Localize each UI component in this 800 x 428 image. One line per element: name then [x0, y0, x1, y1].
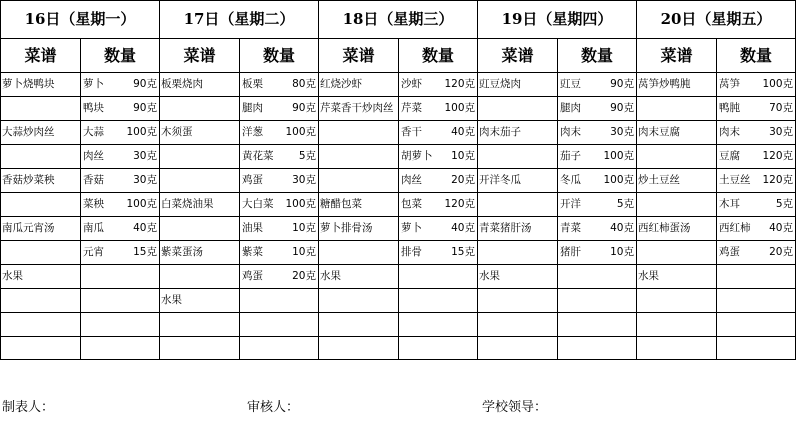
quantity-cell	[81, 241, 160, 265]
school-leader-label: 学校领导：	[482, 400, 548, 415]
dish-cell: 西红柿蛋汤	[637, 217, 717, 241]
ingredient-amount: 100克	[285, 198, 316, 210]
quantity-cell	[240, 73, 319, 97]
ingredient-amount: 90克	[610, 102, 634, 114]
ingredient-amount: 5克	[298, 150, 316, 162]
ingredient-amount: 30克	[292, 174, 316, 186]
table-row	[1, 97, 796, 121]
dish-column-header: 菜谱	[319, 39, 399, 73]
quantity-cell	[717, 73, 796, 97]
quantity-cell	[558, 121, 637, 145]
ingredient-name: 肉丝	[401, 174, 422, 186]
quantity-cell	[399, 121, 478, 145]
quantity-cell	[240, 313, 319, 337]
dish-cell: 紫菜蛋汤	[160, 241, 240, 265]
dish-cell	[478, 313, 558, 337]
ingredient-amount: 30克	[769, 126, 793, 138]
day-header-row	[1, 1, 796, 39]
ingredient-amount: 100克	[126, 198, 157, 210]
reviewer-label: 审核人：	[247, 400, 300, 415]
quantity-cell	[81, 313, 160, 337]
dish-column-header: 菜谱	[1, 39, 81, 73]
dish-cell	[478, 336, 558, 360]
ingredient-amount: 30克	[133, 150, 157, 162]
quantity-cell	[399, 97, 478, 121]
ingredient-name: 鸡蛋	[242, 174, 263, 186]
day-title: 18日（星期三）	[319, 1, 478, 39]
dish-cell: 板栗烧肉	[160, 73, 240, 97]
quantity-cell	[717, 97, 796, 121]
ingredient-name: 冬瓜	[560, 174, 581, 186]
quantity-cell	[558, 97, 637, 121]
quantity-cell	[558, 73, 637, 97]
dish-cell: 香菇炒菜秧	[1, 169, 81, 193]
ingredient-amount: 30克	[610, 126, 634, 138]
quantity-cell	[81, 217, 160, 241]
dish-cell: 莴笋炒鸭肫	[637, 73, 717, 97]
ingredient-name: 莴笋	[719, 78, 740, 90]
ingredient-amount: 90克	[292, 102, 316, 114]
quantity-cell	[81, 97, 160, 121]
dish-cell	[637, 313, 717, 337]
dish-cell: 水果	[319, 265, 399, 289]
ingredient-amount: 15克	[133, 246, 157, 258]
ingredient-name: 大蒜	[83, 126, 104, 138]
table-row	[1, 169, 796, 193]
dish-cell	[160, 336, 240, 360]
dish-cell	[160, 313, 240, 337]
ingredient-amount: 100克	[603, 150, 634, 162]
quantity-cell	[717, 289, 796, 313]
quantity-cell	[81, 73, 160, 97]
table-row	[1, 313, 796, 337]
ingredient-name: 大白菜	[242, 198, 274, 210]
quantity-cell	[240, 97, 319, 121]
table-row	[1, 217, 796, 241]
ingredient-amount: 90克	[610, 78, 634, 90]
ingredient-name: 芹菜	[401, 102, 422, 114]
dish-cell	[160, 145, 240, 169]
dish-cell	[478, 97, 558, 121]
dish-cell: 青菜猪肝汤	[478, 217, 558, 241]
ingredient-amount: 100克	[126, 126, 157, 138]
ingredient-name: 香干	[401, 126, 422, 138]
dish-cell: 水果	[478, 265, 558, 289]
ingredient-amount: 40克	[451, 222, 475, 234]
ingredient-amount: 40克	[610, 222, 634, 234]
dish-cell: 萝卜排骨汤	[319, 217, 399, 241]
quantity-cell	[558, 217, 637, 241]
day-title: 17日（星期二）	[160, 1, 319, 39]
preparer-label: 制表人：	[2, 400, 55, 415]
ingredient-name: 萝卜	[83, 78, 104, 90]
dish-cell	[478, 289, 558, 313]
dish-cell	[637, 193, 717, 217]
ingredient-amount: 15克	[451, 246, 475, 258]
day-title: 19日（星期四）	[478, 1, 637, 39]
quantity-cell	[717, 265, 796, 289]
quantity-cell	[717, 145, 796, 169]
quantity-column-header: 数量	[81, 39, 160, 73]
ingredient-name: 排骨	[401, 246, 422, 258]
quantity-cell	[399, 313, 478, 337]
ingredient-amount: 100克	[603, 174, 634, 186]
dish-cell: 大蒜炒肉丝	[1, 121, 81, 145]
ingredient-name: 元宵	[83, 246, 104, 258]
ingredient-amount: 20克	[451, 174, 475, 186]
dish-cell: 水果	[1, 265, 81, 289]
dish-cell	[1, 313, 81, 337]
ingredient-name: 肉末	[719, 126, 740, 138]
dish-cell	[478, 193, 558, 217]
ingredient-amount: 5克	[775, 198, 793, 210]
quantity-cell	[558, 313, 637, 337]
dish-cell	[637, 336, 717, 360]
ingredient-name: 包菜	[401, 198, 422, 210]
dish-cell: 炒土豆丝	[637, 169, 717, 193]
ingredient-amount: 120克	[762, 174, 793, 186]
quantity-cell	[240, 169, 319, 193]
signature-footer	[0, 393, 800, 419]
quantity-cell	[717, 336, 796, 360]
dish-cell	[160, 217, 240, 241]
dish-cell: 豇豆烧肉	[478, 73, 558, 97]
dish-cell	[319, 145, 399, 169]
quantity-cell	[717, 217, 796, 241]
table-row	[1, 265, 796, 289]
day-title: 20日（星期五）	[637, 1, 796, 39]
quantity-cell	[399, 217, 478, 241]
ingredient-name: 南瓜	[83, 222, 104, 234]
ingredient-amount: 40克	[451, 126, 475, 138]
ingredient-name: 肉末	[560, 126, 581, 138]
table-row	[1, 241, 796, 265]
quantity-cell	[717, 121, 796, 145]
quantity-column-header: 数量	[558, 39, 637, 73]
ingredient-amount: 10克	[610, 246, 634, 258]
ingredient-amount: 20克	[769, 246, 793, 258]
quantity-cell	[558, 241, 637, 265]
quantity-cell	[399, 241, 478, 265]
dish-cell: 红烧沙虾	[319, 73, 399, 97]
quantity-cell	[717, 241, 796, 265]
ingredient-amount: 120克	[444, 198, 475, 210]
dish-cell	[319, 241, 399, 265]
ingredient-name: 腿肉	[242, 102, 263, 114]
ingredient-amount: 30克	[133, 174, 157, 186]
ingredient-name: 萝卜	[401, 222, 422, 234]
quantity-column-header: 数量	[240, 39, 319, 73]
ingredient-amount: 10克	[451, 150, 475, 162]
quantity-cell	[81, 169, 160, 193]
ingredient-name: 黄花菜	[242, 150, 274, 162]
dish-cell: 开洋冬瓜	[478, 169, 558, 193]
dish-cell	[319, 169, 399, 193]
quantity-cell	[240, 289, 319, 313]
ingredient-name: 土豆丝	[719, 174, 751, 186]
ingredient-name: 青菜	[560, 222, 581, 234]
quantity-column-header: 数量	[399, 39, 478, 73]
ingredient-name: 板栗	[242, 78, 263, 90]
table-row	[1, 121, 796, 145]
dish-cell	[637, 289, 717, 313]
dish-cell	[1, 289, 81, 313]
ingredient-name: 猪肝	[560, 246, 581, 258]
quantity-cell	[81, 145, 160, 169]
dish-cell: 萝卜烧鸭块	[1, 73, 81, 97]
dish-column-header: 菜谱	[478, 39, 558, 73]
ingredient-name: 豆腐	[719, 150, 740, 162]
dish-cell	[319, 121, 399, 145]
quantity-cell	[558, 193, 637, 217]
dish-cell	[478, 241, 558, 265]
ingredient-amount: 10克	[292, 246, 316, 258]
quantity-cell	[81, 336, 160, 360]
dish-cell: 白菜烧油果	[160, 193, 240, 217]
ingredient-name: 鸡蛋	[242, 270, 263, 282]
dish-cell: 芹菜香干炒肉丝	[319, 97, 399, 121]
table-row	[1, 145, 796, 169]
ingredient-amount: 20克	[292, 270, 316, 282]
quantity-cell	[558, 265, 637, 289]
dish-cell: 水果	[637, 265, 717, 289]
ingredient-amount: 100克	[762, 78, 793, 90]
dish-cell: 南瓜元宵汤	[1, 217, 81, 241]
dish-column-header: 菜谱	[160, 39, 240, 73]
ingredient-amount: 90克	[133, 78, 157, 90]
table-row	[1, 336, 796, 360]
dish-cell	[160, 169, 240, 193]
ingredient-name: 洋葱	[242, 126, 263, 138]
dish-cell	[1, 193, 81, 217]
dish-cell	[1, 97, 81, 121]
quantity-cell	[81, 193, 160, 217]
ingredient-name: 鸭肫	[719, 102, 740, 114]
quantity-cell	[240, 217, 319, 241]
ingredient-amount: 10克	[292, 222, 316, 234]
ingredient-name: 油果	[242, 222, 263, 234]
quantity-cell	[240, 193, 319, 217]
ingredient-amount: 40克	[133, 222, 157, 234]
table-row	[1, 73, 796, 97]
ingredient-amount: 120克	[762, 150, 793, 162]
ingredient-name: 沙虾	[401, 78, 422, 90]
dish-cell	[1, 145, 81, 169]
ingredient-name: 开洋	[560, 198, 581, 210]
quantity-cell	[717, 313, 796, 337]
quantity-cell	[240, 145, 319, 169]
ingredient-name: 胡萝卜	[401, 150, 433, 162]
ingredient-amount: 70克	[769, 102, 793, 114]
ingredient-amount: 80克	[292, 78, 316, 90]
ingredient-name: 腿肉	[560, 102, 581, 114]
ingredient-name: 木耳	[719, 198, 740, 210]
dish-cell	[160, 97, 240, 121]
quantity-cell	[81, 289, 160, 313]
ingredient-amount: 40克	[769, 222, 793, 234]
quantity-cell	[81, 265, 160, 289]
dish-cell	[478, 145, 558, 169]
dish-cell: 木须蛋	[160, 121, 240, 145]
ingredient-name: 茄子	[560, 150, 581, 162]
dish-cell	[319, 289, 399, 313]
column-header-row	[1, 39, 796, 73]
quantity-cell	[399, 336, 478, 360]
quantity-cell	[558, 169, 637, 193]
table-row	[1, 289, 796, 313]
dish-cell	[160, 265, 240, 289]
ingredient-name: 鸭块	[83, 102, 104, 114]
ingredient-amount: 5克	[616, 198, 634, 210]
quantity-cell	[81, 121, 160, 145]
ingredient-amount: 100克	[285, 126, 316, 138]
quantity-cell	[240, 336, 319, 360]
quantity-cell	[399, 265, 478, 289]
dish-cell: 肉末豆腐	[637, 121, 717, 145]
dish-cell	[319, 336, 399, 360]
ingredient-amount: 90克	[133, 102, 157, 114]
dish-cell	[637, 145, 717, 169]
quantity-cell	[240, 265, 319, 289]
ingredient-amount: 100克	[444, 102, 475, 114]
dish-cell	[1, 241, 81, 265]
quantity-cell	[717, 193, 796, 217]
quantity-cell	[240, 241, 319, 265]
ingredient-name: 豇豆	[560, 78, 581, 90]
dish-cell: 肉末茄子	[478, 121, 558, 145]
quantity-cell	[717, 169, 796, 193]
ingredient-name: 紫菜	[242, 246, 263, 258]
ingredient-name: 鸡蛋	[719, 246, 740, 258]
quantity-cell	[399, 145, 478, 169]
ingredient-name: 西红柿	[719, 222, 751, 234]
quantity-cell	[558, 145, 637, 169]
quantity-cell	[399, 193, 478, 217]
dish-cell	[637, 97, 717, 121]
ingredient-name: 菜秧	[83, 198, 104, 210]
quantity-cell	[399, 169, 478, 193]
dish-cell	[637, 241, 717, 265]
dish-cell: 水果	[160, 289, 240, 313]
day-title: 16日（星期一）	[1, 1, 160, 39]
ingredient-amount: 120克	[444, 78, 475, 90]
quantity-cell	[558, 289, 637, 313]
ingredient-name: 香菇	[83, 174, 104, 186]
table-row	[1, 193, 796, 217]
ingredient-name: 肉丝	[83, 150, 104, 162]
dish-cell	[1, 336, 81, 360]
quantity-cell	[399, 289, 478, 313]
dish-cell	[319, 313, 399, 337]
dish-column-header: 菜谱	[637, 39, 717, 73]
dish-cell: 糖醋包菜	[319, 193, 399, 217]
quantity-column-header: 数量	[717, 39, 796, 73]
quantity-cell	[399, 73, 478, 97]
quantity-cell	[240, 121, 319, 145]
quantity-cell	[558, 336, 637, 360]
